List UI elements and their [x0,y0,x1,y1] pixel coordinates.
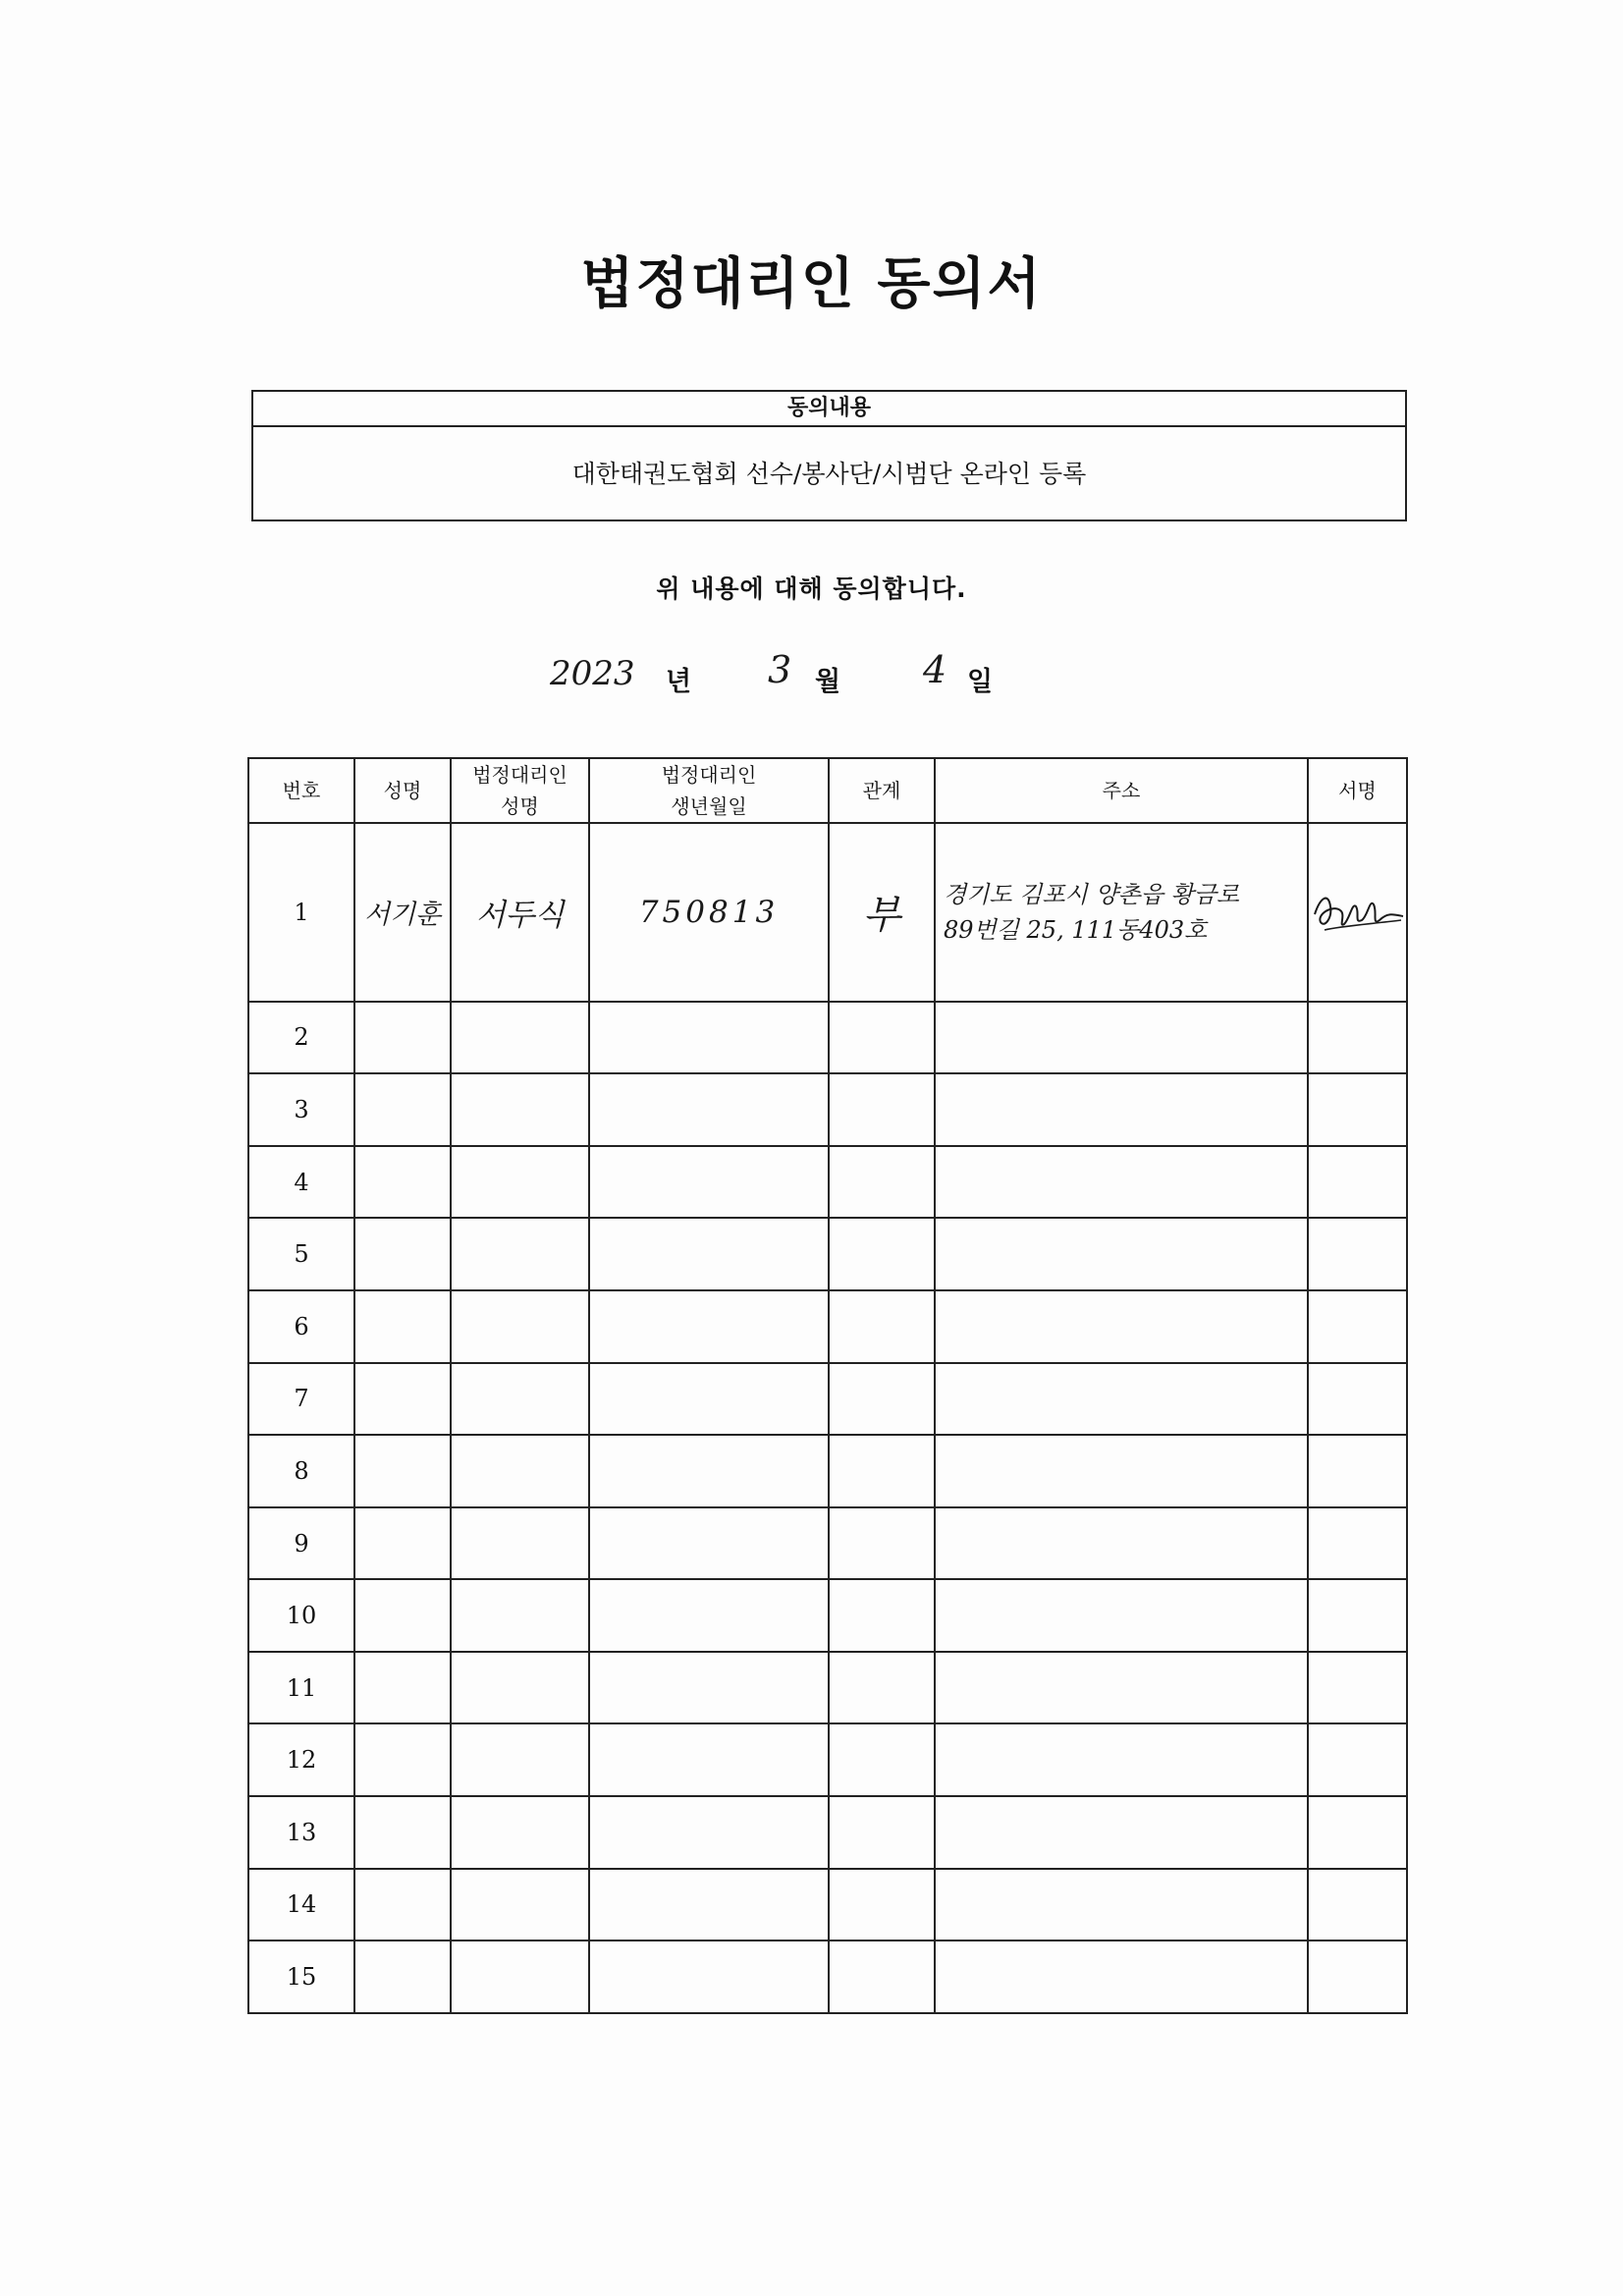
table-row [248,1796,1407,1869]
table-row [248,1723,1407,1796]
row-number: 13 [248,1796,354,1869]
consent-box [251,390,1407,521]
row-name [354,1435,451,1507]
row-relation [829,1507,935,1580]
row-name [354,1723,451,1796]
row-signature [1308,1723,1407,1796]
row-name [354,1652,451,1724]
row-guardian-birth [589,1435,829,1507]
row-guardian-name-value: 서두식 [475,898,565,934]
row-signature [1308,1435,1407,1507]
row-signature [1308,1002,1407,1074]
row-name [354,1218,451,1290]
row-signature [1308,1796,1407,1869]
header-address: 주소 [935,758,1308,823]
row-number: 6 [248,1290,354,1363]
row-number: 8 [248,1435,354,1507]
table-header-row [248,758,1407,823]
document-title: 법정대리인 동의서 [580,252,1043,316]
row-number: 7 [248,1363,354,1436]
row-number: 5 [248,1218,354,1290]
table-row [248,1002,1407,1074]
row-address [935,1218,1308,1290]
row-relation [829,823,935,1002]
row-guardian-birth [589,1146,829,1219]
row-guardian-name [451,1579,589,1652]
row-relation [829,1796,935,1869]
row-guardian-name [451,1073,589,1146]
table-row [248,1146,1407,1219]
row-address [935,1435,1308,1507]
row-address-line2: 89번길 25, 111동403호 [944,915,1208,944]
row-relation [829,1869,935,1941]
table-row [248,1435,1407,1507]
row-signature [1308,1869,1407,1941]
row-address [935,1941,1308,2013]
row-name [354,1363,451,1436]
row-guardian-name [451,1290,589,1363]
row-relation [829,1146,935,1219]
row-guardian-name [451,1146,589,1219]
row-guardian-name [451,823,589,1002]
row-guardian-birth [589,1579,829,1652]
row-relation [829,1941,935,2013]
table-row [248,1579,1407,1652]
row-relation [829,1218,935,1290]
row-number: 15 [248,1941,354,2013]
handwritten-signature [1311,885,1405,940]
row-name [354,1869,451,1941]
row-relation [829,1363,935,1436]
row-guardian-name [451,1435,589,1507]
consent-header: 동의내용 [253,392,1405,427]
row-guardian-birth [589,1869,829,1941]
row-address [935,1507,1308,1580]
table-row [248,823,1407,1002]
row-guardian-birth [589,1290,829,1363]
row-address [935,1579,1308,1652]
row-guardian-name [451,1363,589,1436]
table-row [248,1869,1407,1941]
row-guardian-birth [589,1941,829,2013]
agreement-text: 위 내용에 대해 동의합니다. [656,574,967,603]
row-signature [1308,1290,1407,1363]
row-number: 10 [248,1579,354,1652]
header-guardian-name-line2: 성명 [501,794,539,818]
row-signature [1308,1579,1407,1652]
row-guardian-name [451,1507,589,1580]
row-signature [1308,1073,1407,1146]
row-guardian-name [451,1796,589,1869]
table-row [248,1290,1407,1363]
row-guardian-birth [589,1652,829,1724]
table-row [248,1218,1407,1290]
row-number: 2 [248,1002,354,1074]
row-signature [1308,1146,1407,1219]
row-number: 1 [248,823,354,1002]
header-guardian-birth-line1: 법정대리인 [661,763,757,787]
row-address [935,1073,1308,1146]
row-guardian-name [451,1002,589,1074]
header-relation: 관계 [829,758,935,823]
row-guardian-birth [589,1796,829,1869]
row-address [935,1363,1308,1436]
header-guardian-name-line1: 법정대리인 [472,763,568,787]
date-line [0,648,1623,707]
row-number: 12 [248,1723,354,1796]
row-signature [1308,1218,1407,1290]
row-guardian-birth [589,1073,829,1146]
row-relation [829,1290,935,1363]
row-guardian-birth [589,1363,829,1436]
date-month: 3 [768,648,792,691]
registration-table [247,757,1408,2014]
row-relation-value: 부 [862,893,901,939]
header-guardian-name [451,758,589,823]
row-guardian-name [451,1218,589,1290]
row-signature [1308,1363,1407,1436]
header-name: 성명 [354,758,451,823]
row-guardian-name [451,1941,589,2013]
row-name [354,823,451,1002]
row-guardian-name [451,1723,589,1796]
row-number: 14 [248,1869,354,1941]
row-name [354,1073,451,1146]
row-name-value: 서기훈 [363,900,442,931]
row-guardian-name [451,1869,589,1941]
row-name [354,1002,451,1074]
row-address [935,1796,1308,1869]
row-address [935,1869,1308,1941]
row-name [354,1941,451,2013]
date-day-unit: 일 [967,667,994,697]
header-signature: 서명 [1308,758,1407,823]
row-relation [829,1579,935,1652]
consent-body: 대한태권도협회 선수/봉사단/시범단 온라인 등록 [571,460,1087,488]
row-number: 9 [248,1507,354,1580]
row-name [354,1290,451,1363]
row-number: 3 [248,1073,354,1146]
row-name [354,1146,451,1219]
header-guardian-birth [589,758,829,823]
table-row [248,1507,1407,1580]
row-address [935,1723,1308,1796]
row-guardian-birth [589,1507,829,1580]
row-address [935,1002,1308,1074]
date-year: 2023 [550,654,635,693]
table-row [248,1363,1407,1436]
row-signature [1308,1507,1407,1580]
row-name [354,1796,451,1869]
header-guardian-birth-line2: 생년월일 [671,794,747,818]
row-guardian-birth-value: 750813 [638,894,780,930]
header-number: 번호 [248,758,354,823]
row-address [935,1290,1308,1363]
row-signature [1308,823,1407,1002]
row-number: 11 [248,1652,354,1724]
row-address [935,823,1308,1002]
date-month-unit: 월 [815,667,841,697]
row-relation [829,1435,935,1507]
date-year-unit: 년 [666,667,692,697]
row-name [354,1579,451,1652]
row-guardian-birth [589,823,829,1002]
row-relation [829,1073,935,1146]
table-row [248,1652,1407,1724]
row-address [935,1652,1308,1724]
row-signature [1308,1941,1407,2013]
row-signature [1308,1652,1407,1724]
row-relation [829,1002,935,1074]
table-row [248,1073,1407,1146]
row-name [354,1507,451,1580]
row-relation [829,1652,935,1724]
row-guardian-birth [589,1218,829,1290]
date-day: 4 [923,648,947,691]
row-address-line1: 경기도 김포시 양촌읍 황금로 [944,880,1240,908]
row-relation [829,1723,935,1796]
row-address [935,1146,1308,1219]
row-guardian-birth [589,1002,829,1074]
row-guardian-name [451,1652,589,1724]
row-guardian-birth [589,1723,829,1796]
table-row [248,1941,1407,2013]
row-number: 4 [248,1146,354,1219]
